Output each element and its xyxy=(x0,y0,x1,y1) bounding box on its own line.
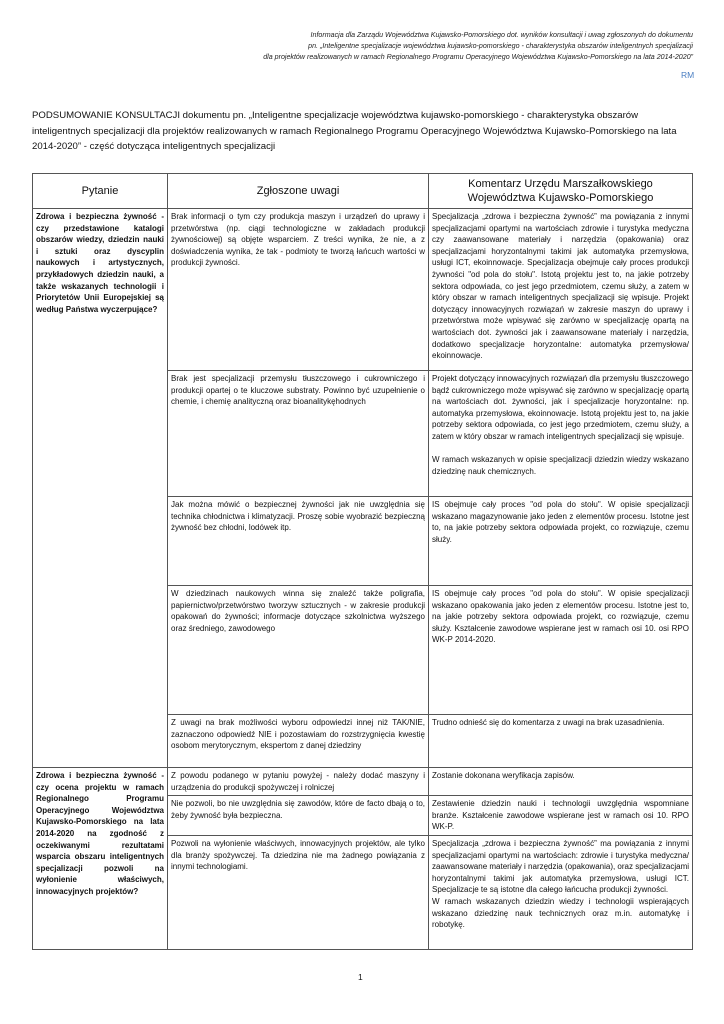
column-header-comment-line2: Województwa Kujawsko-Pomorskiego xyxy=(467,192,654,204)
comment-cell: IS obejmuje cały proces "od pola do stołu". W opisie specjalizacji wskazano opakowania jako jeden z elementów procesu. Istotne jest to, na jakie potrzeby sektora odpowiada projekt, co rozwiązuje, czemu służy. Kształcenie zawodowe wspierane jest w ramach osi 10. osi RPO WK-P 2014-2020. xyxy=(429,586,693,715)
comment-paragraph: Projekt dotyczący innowacyjnych rozwiązań dla przemysłu tłuszczowego bądź cukrowniczego może wpisywać się zarówno w specjalizację opartą na wartościach dot. żywności, jak i specjalizacje horyzontalne: np. automatyka przemysłowa, ekoinnowacje. Istotą projektu jest to, na jakie potrzeby sektora odpowiada, co jest jego przedmiotem, czemu służy, a zatem w który obszar w ramach inteligentnych specjalizacji się wpisuje. xyxy=(432,374,689,441)
remark-cell: Brak jest specjalizacji przemysłu tłuszczowego i cukrowniczego i produkcji opartej o te kluczowe substraty. Powinno być uzupełnienie o chemie, i chemię analityczną oraz bioanalitykęhodnych xyxy=(168,371,429,497)
column-header-question: Pytanie xyxy=(33,174,168,209)
page-number: 1 xyxy=(358,972,363,982)
header-line-1: Informacja dla Zarządu Województwa Kujawsko-Pomorskiego dot. wyników konsultacji i uwag zgłoszonych do dokumentu xyxy=(310,31,693,39)
header-line-3: dla projektów realizowanych w ramach Regionalnego Programu Operacyjnego Województwa Kujawsko-Pomorskiego na lata 2014-2020” xyxy=(263,53,693,61)
intro-paragraph: PODSUMOWANIE KONSULTACJI dokumentu pn. „Inteligentne specjalizacje województwa kujawsko-pomorskiego - charakterystyka obszarów inteligentnych specjalizacji dla projektów realizowanych w ramach Regionalnego Programu Operacyjnego Województwa Kujawsko-Pomorskiego na lata 2014-2020” - część dotycząca inteligentnych specjalizacji xyxy=(32,110,677,152)
remark-cell: Z powodu podanego w pytaniu powyżej - należy dodać maszyny i urządzenia do produkcji spożywczej i rolniczej xyxy=(168,768,429,796)
comment-cell: Zostanie dokonana weryfikacja zapisów. xyxy=(429,768,693,796)
consultation-table xyxy=(32,173,693,950)
table-row xyxy=(33,209,693,371)
comment-paragraph: W ramach wskazanych dziedzin wiedzy i technologii wspierających wskazano dziedzinę nauk technicznych oraz m.in. automatykę i robotykę. xyxy=(432,896,689,930)
comment-cell: Zestawienie dziedzin nauki i technologii uwzględnia wspomniane branże. Kształcenie zawodowe wspierane jest w ramach osi 10. RPO WK-P. xyxy=(429,796,693,836)
table-row xyxy=(33,768,693,796)
question-cell: Zdrowa i bezpieczna żywność - czy przedstawione katalogi obszarów wiedzy, dziedzin nauki i sztuki oraz dyscyplin naukowych i artystycznych, przykładowych dziedzin nauki, a także wskazanych technologii i Priorytetów Unii Europejskiej są według Państwa wyczerpujące? xyxy=(33,209,168,768)
remark-cell: Jak można mówić o bezpiecznej żywności jak nie uwzględnia się technika chłodnictwa i klimatyzacji. Proszę sobie wyobrazić bezpieczną żywność bez chłodni, lodówek itp. xyxy=(168,497,429,586)
comment-cell: Trudno odnieść się do komentarza z uwagi na brak uzasadnienia. xyxy=(429,715,693,768)
header-line-2: pn. „Inteligentne specjalizacje województwa kujawsko-pomorskiego - charakterystyka obszarów inteligentnych specjalizacji xyxy=(308,42,693,50)
column-header-remarks: Zgłoszone uwagi xyxy=(168,174,429,209)
comment-paragraph: Specjalizacja „zdrowa i bezpieczna żywność” ma powiązania z innymi specjalizacjami opartymi na wartościach: zdrowie i turystyka medyczna/ zaawansowane materiały i narzędzia (opakowania), oraz specjalizacjami horyzontalnymi takimi jak automatyka przemysłowa, usługi ICT. Specjalizacje te są istotne dla całego łańcucha produkcji żywności. xyxy=(432,838,690,895)
column-header-comment xyxy=(429,174,693,209)
remark-cell: Brak informacji o tym czy produkcja maszyn i urządzeń do uprawy i przetwórstwa (np. ciągi technologiczne w zakładach produkcji żywnościowej) są objęte wsparciem. Z treści wynika, że nie, a z doświadczenia wynika, że tak - podmioty te tworzą łańcuch wartości w produkcji żywności. xyxy=(168,209,429,371)
comment-paragraph: W ramach wskazanych w opisie specjalizacji dziedzin wiedzy wskazano dziedzinę nauk chemicznych. xyxy=(432,455,689,476)
column-header-comment-line1: Komentarz Urzędu Marszałkowskiego xyxy=(468,178,653,190)
remark-cell: Z uwagi na brak możliwości wyboru odpowiedzi innej niż TAK/NIE, zaznaczono odpowiedź NIE i pozostawiam do rozstrzygnięcia kwestię osobom merytorycznym, ekspertom z danej dziedziny xyxy=(168,715,429,768)
comment-cell: Specjalizacja „zdrowa i bezpieczna żywność” ma powiązania z innymi specjalizacjami opartymi na wartościach zdrowie i turystyka medyczna czy zaawansowane materiały i narzędzia (opakowania) oraz specjalizacjami horyzontalnymi takimi jak automatyka przemysłowa, usługi ICT, ekoinnowacje. Specjalizacja obejmuje cały proces produkcji żywności "od pola do stołu". Istotą projektu jest to, na jakie potrzeby sektora odpowiada, co jest jego przedmiotem, czemu służy, a zatem w który obszar w ramach inteligentnych specjalizacji się wpisuje. Projekt dotyczący innowacyjnych rozwiązań w zakresie maszyn do uprawy i przetwórstwa może wpisywać się zarówno w specjalizację opartą na wartościach dot. żywności jak i zaawansowane materiały i narzędzia, dodatkowo specjalizacje horyzontalne: automatyka przemysłowa/ ekoinnowacje. xyxy=(429,209,693,371)
question-cell: Zdrowa i bezpieczna żywność - czy ocena projektu w ramach Regionalnego Programu Operacyjnego Województwa Kujawsko-Pomorskiego na lata 2014-2020 na zgodność z oczekiwanymi rezultatami wsparcia obszaru inteligentnych specjalizacji pozwoli na wyłonienie właściwych, innowacyjnych projektów? xyxy=(33,768,168,950)
rm-mark: RM xyxy=(681,70,695,80)
remark-cell: W dziedzinach naukowych winna się znaleźć także poligrafia, papiernictwo/przetwórstwo tworzyw sztucznych - w zakresie produkcji opakowań do żywności; informacje dotyczące szkolnictwa wyższego oraz średniego, zawodowego xyxy=(168,586,429,715)
comment-cell xyxy=(429,835,693,949)
document-header xyxy=(133,30,693,63)
remark-cell: Nie pozwoli, bo nie uwzględnia się zawodów, które de facto dbają o to, żeby żywność była bezpieczna. xyxy=(168,796,429,836)
comment-cell xyxy=(429,371,693,497)
remark-cell: Pozwoli na wyłonienie właściwych, innowacyjnych projektów, ale tylko dla branży spożywczej. Ta dziedzina nie ma żadnego powiązania z innymi technologiami. xyxy=(168,835,429,949)
comment-cell: IS obejmuje cały proces "od pola do stołu". W opisie specjalizacji wskazano magazynowanie jako jeden z elementów procesu. Istotne jest to, na jakie potrzeby sektora odpowiada projekt, co rozwiązuje, czemu służy. xyxy=(429,497,693,586)
